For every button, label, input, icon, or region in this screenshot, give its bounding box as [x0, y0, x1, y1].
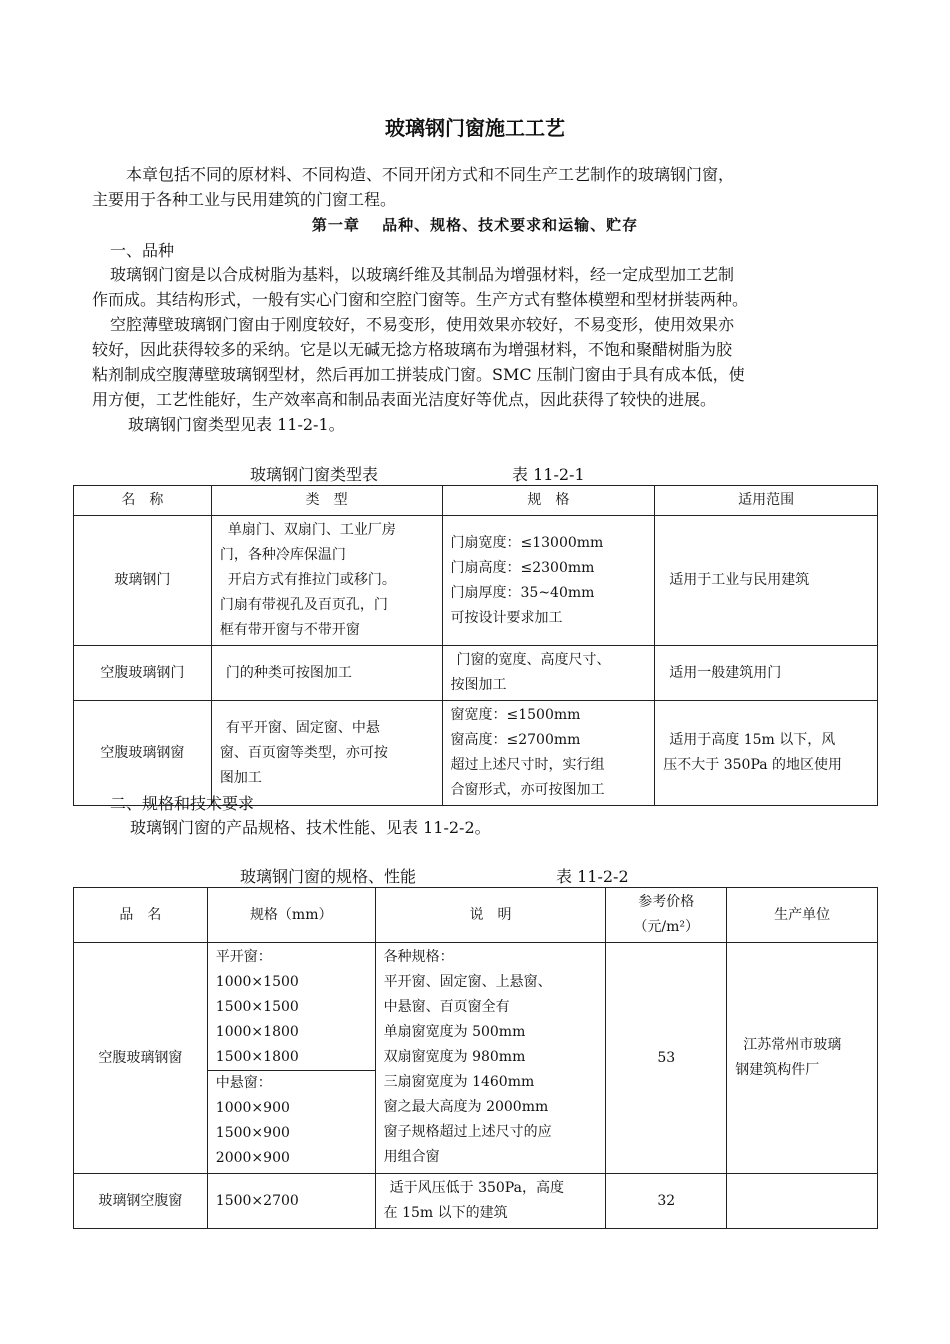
row-price: 53 — [606, 943, 727, 1174]
table-row — [74, 1174, 878, 1229]
row-name: 玻璃钢空腹窗 — [74, 1174, 208, 1229]
header-scope: 适用范围 — [655, 486, 878, 516]
table1-caption: 玻璃钢门窗类型表 — [250, 465, 379, 484]
para-2-line-2: 较好，因此获得较多的采纳。它是以无碱无捻方格玻璃布为增强材料，不饱和聚醋树脂为胶 — [92, 340, 733, 359]
intro-line-2: 主要用于各种工业与民用建筑的门窗工程。 — [92, 190, 397, 209]
table-row — [74, 701, 878, 806]
row-type: 有平开窗、固定窗、中悬 窗、百页窗等类型，亦可按 图加工 — [211, 701, 442, 806]
row-spec: 门扇宽度：≤13000mm 门扇高度：≤2300mm 门扇厚度：35~40mm 可按设计要求加工 — [442, 516, 655, 646]
row-price: 32 — [606, 1174, 727, 1229]
para-2-line-4: 用方便，工艺性能好，生产效率高和制品表面光洁度好等优点，因此获得了较快的进展。 — [92, 390, 717, 409]
section-1-heading: 一、品种 — [110, 241, 175, 260]
row-spec: 门窗的宽度、高度尺寸、 按图加工 — [442, 646, 655, 701]
header-spec: 规 格 — [442, 486, 655, 516]
header-type: 类 型 — [211, 486, 442, 516]
para-2-line-1: 空腔薄壁玻璃钢门窗由于刚度较好，不易变形，使用效果亦较好，不易变形，使用效果亦 — [110, 315, 735, 334]
header-name: 名 称 — [74, 486, 212, 516]
page-title: 玻璃钢门窗施工工艺 — [385, 116, 565, 140]
table1-number: 表 11-2-1 — [512, 465, 585, 484]
type-table — [73, 485, 878, 806]
spec-table — [73, 887, 878, 1229]
para-1-line-2: 作而成。其结构形式，一般有实心门窗和空腔门窗等。生产方式有整体模塑和型材拼装两种。 — [92, 290, 749, 309]
table2-number: 表 11-2-2 — [556, 867, 629, 886]
row-scope: 适用于工业与民用建筑 — [655, 516, 878, 646]
row-spec: 平开窗： 1000×1500 1500×1500 1000×1800 1500×1800 中悬窗： 1000×900 1500×900 2000×900 — [207, 943, 375, 1174]
section-2-heading: 二、规格和技术要求 — [110, 794, 255, 813]
chapter-heading: 第一章 品种、规格、技术要求和运输、贮存 — [311, 216, 639, 234]
row-desc: 各种规格： 平开窗、固定窗、上悬窗、 中悬窗、百页窗全有 单扇窗宽度为 500mm 双扇窗宽度为 980mm 三扇窗宽度为 1460mm 窗之最大高度为 2000mm 窗子规格超过上述尺寸的应 用组合窗 — [375, 943, 606, 1174]
row-name: 玻璃钢门 — [74, 516, 212, 646]
table2-caption: 玻璃钢门窗的规格、性能 — [240, 867, 417, 886]
row-spec: 1500×2700 — [207, 1174, 375, 1229]
table-row — [74, 646, 878, 701]
row-desc: 适于风压低于 350Pa，高度 在 15m 以下的建筑 — [375, 1174, 606, 1229]
para-1-line-1: 玻璃钢门窗是以合成树脂为基料，以玻璃纤维及其制品为增强材料，经一定成型加工艺制 — [110, 265, 735, 284]
para-2-line-3: 粘剂制成空腹薄壁玻璃钢型材，然后再加工拼装成门窗。SMC 压制门窗由于具有成本低，使 — [92, 365, 745, 384]
row-scope: 适用一般建筑用门 — [655, 646, 878, 701]
row-name: 空腹玻璃钢窗 — [74, 943, 208, 1174]
table-row — [74, 516, 878, 646]
row-spec: 窗宽度：≤1500mm 窗高度：≤2700mm 超过上述尺寸时，实行组 合窗形式，亦可按图加工 — [442, 701, 655, 806]
para-4: 玻璃钢门窗的产品规格、技术性能、见表 11-2-2。 — [130, 818, 491, 837]
header-desc: 说 明 — [375, 888, 606, 943]
header-price: 参考价格 （元/m²） — [606, 888, 727, 943]
header-maker: 生产单位 — [727, 888, 878, 943]
header-spec: 规格（mm） — [207, 888, 375, 943]
intro-line-1: 本章包括不同的原材料、不同构造、不同开闭方式和不同生产工艺制作的玻璃钢门窗， — [126, 165, 735, 184]
header-product: 品 名 — [74, 888, 208, 943]
table-header-row — [74, 486, 878, 516]
row-maker: 江苏常州市玻璃 钢建筑构件厂 — [727, 943, 878, 1174]
para-3: 玻璃钢门窗类型见表 11-2-1。 — [128, 415, 345, 434]
row-maker — [727, 1174, 878, 1229]
row-name: 空腹玻璃钢窗 — [74, 701, 212, 806]
table-row — [74, 943, 878, 1174]
table-header-row — [74, 888, 878, 943]
row-type: 单扇门、双扇门、工业厂房 门，各种冷库保温门 开启方式有推拉门或移门。 门扇有带视孔及百页孔，门 框有带开窗与不带开窗 — [211, 516, 442, 646]
row-scope: 适用于高度 15m 以下，风 压不大于 350Pa 的地区使用 — [655, 701, 878, 806]
row-type: 门的种类可按图加工 — [211, 646, 442, 701]
row-name: 空腹玻璃钢门 — [74, 646, 212, 701]
